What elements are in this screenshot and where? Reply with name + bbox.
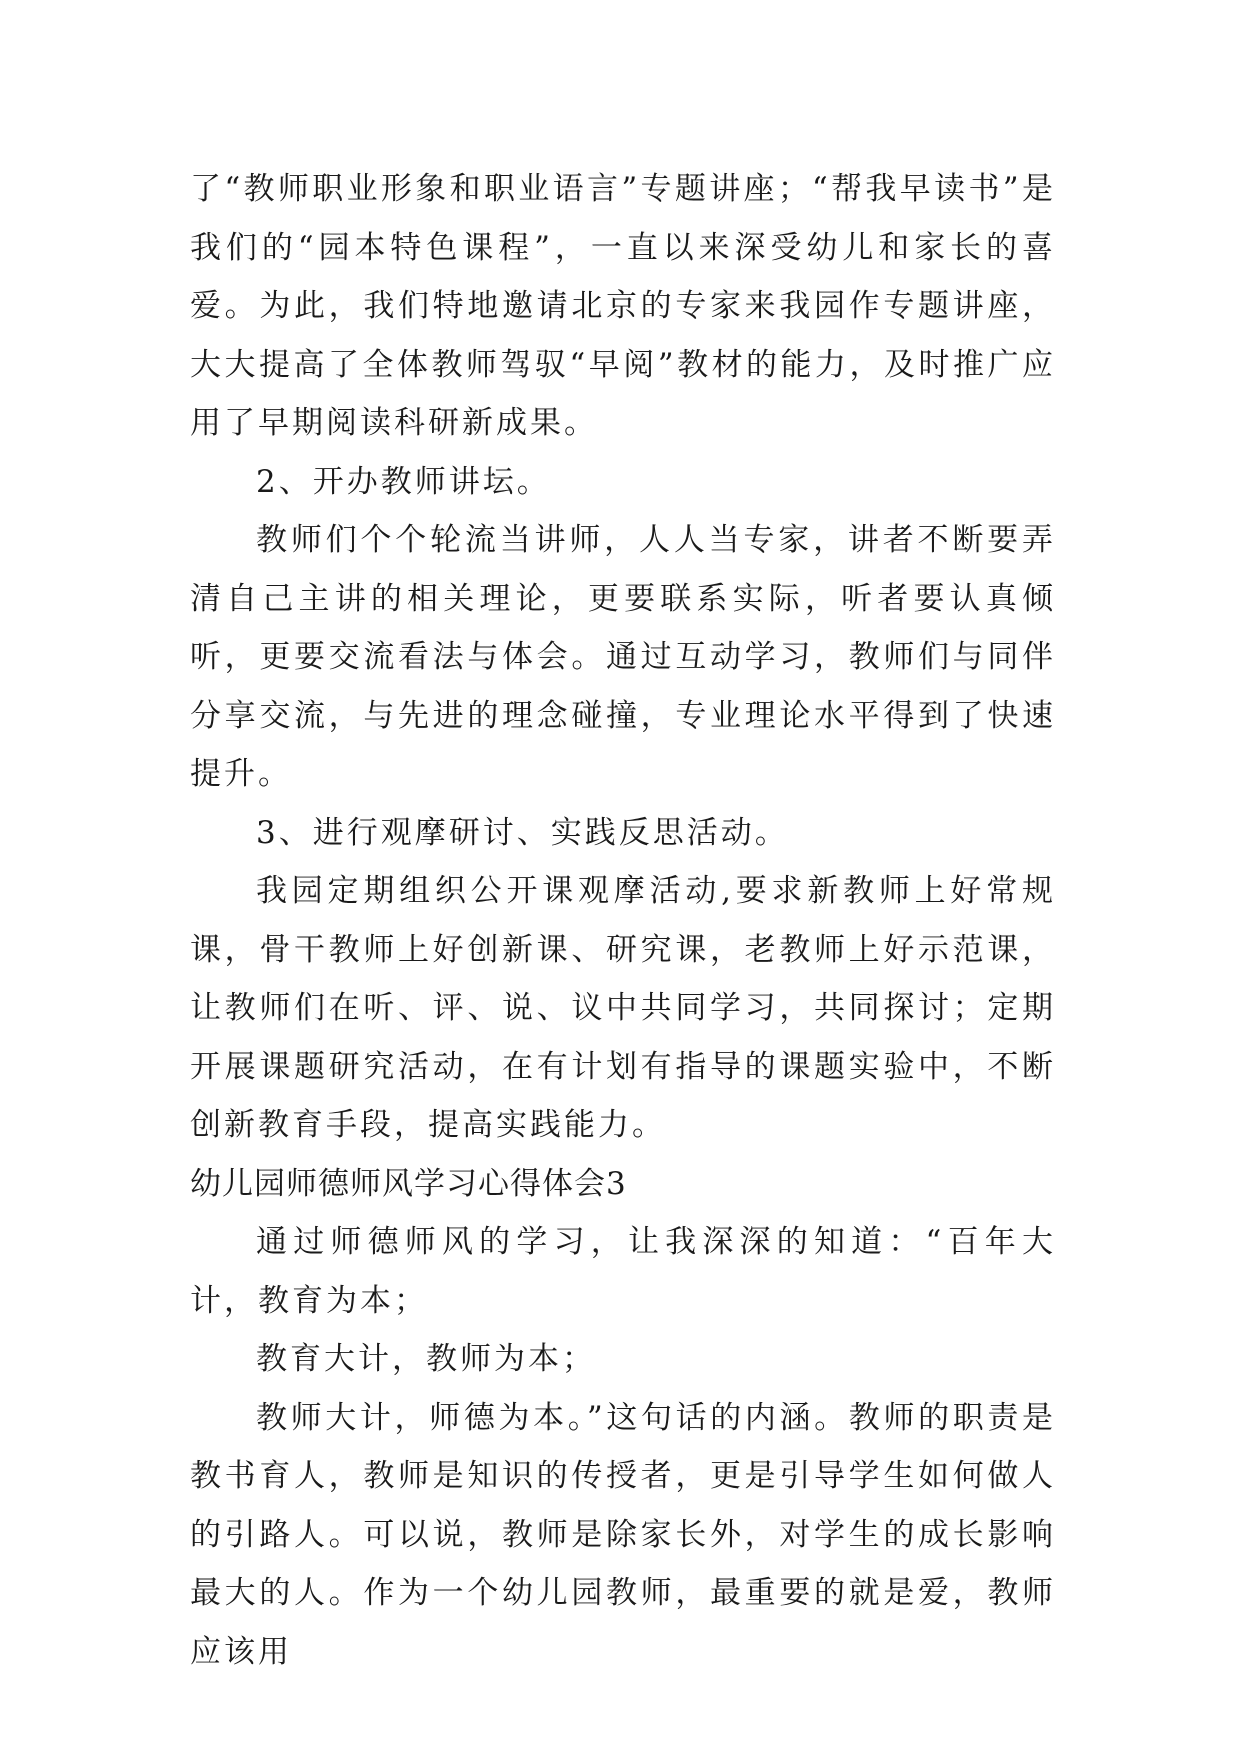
paragraph-teacher-duty: 教师大计，师德为本。”这句话的内涵。教师的职责是教书育人，教师是知识的传授者，更是引导学生如何做人的引路人。可以说，教师是除家长外，对学生的成长影响最大的人。作为一个幼儿园教师，最重要的就是爱，教师应该用: [190, 1399, 1056, 1670]
item-observation-activities: 3、进行观摩研讨、实践反思活动。: [256, 814, 789, 851]
paragraph-teacher-forum: 教师们个个轮流当讲师，人人当专家，讲者不断要弄清自己主讲的相关理论，更要联系实际，听者要认真倾听，更要交流看法与体会。通过互动学习，教师们与同伴分享交流，与先进的理念碰撞，专业理论水平得到了快速提升。: [190, 522, 1056, 792]
document-page: [190, 160, 1056, 1681]
paragraph-lecture-intro: 了“教师职业形象和职业语言”专题讲座；“帮我早读书”是我们的“园本特色课程”，一直以来深受幼儿和家长的喜爱。为此，我们特地邀请北京的专家来我园作专题讲座，大大提高了全体教师驾驭“早阅”教材的能力，及时推广应用了早期阅读科研新成果。: [190, 171, 1056, 441]
paragraph-education-plan: 教育大计，教师为本；: [256, 1341, 596, 1377]
item-teacher-forum: 2、开办教师讲坛。: [256, 463, 551, 500]
paragraph-observation-activities: 我园定期组织公开课观摩活动,要求新教师上好常规课，骨干教师上好创新课、研究课，老教师上好示范课，让教师们在听、评、说、议中共同学习，共同探讨；定期开展课题研究活动，在有计划有指导的课题实验中，不断创新教育手段，提高实践能力。: [190, 873, 1056, 1143]
paragraph-study-intro: 通过师德师风的学习，让我深深的知道：“百年大计，教育为本；: [190, 1224, 1056, 1319]
section-heading: 幼儿园师德师风学习心得体会3: [190, 1165, 627, 1202]
